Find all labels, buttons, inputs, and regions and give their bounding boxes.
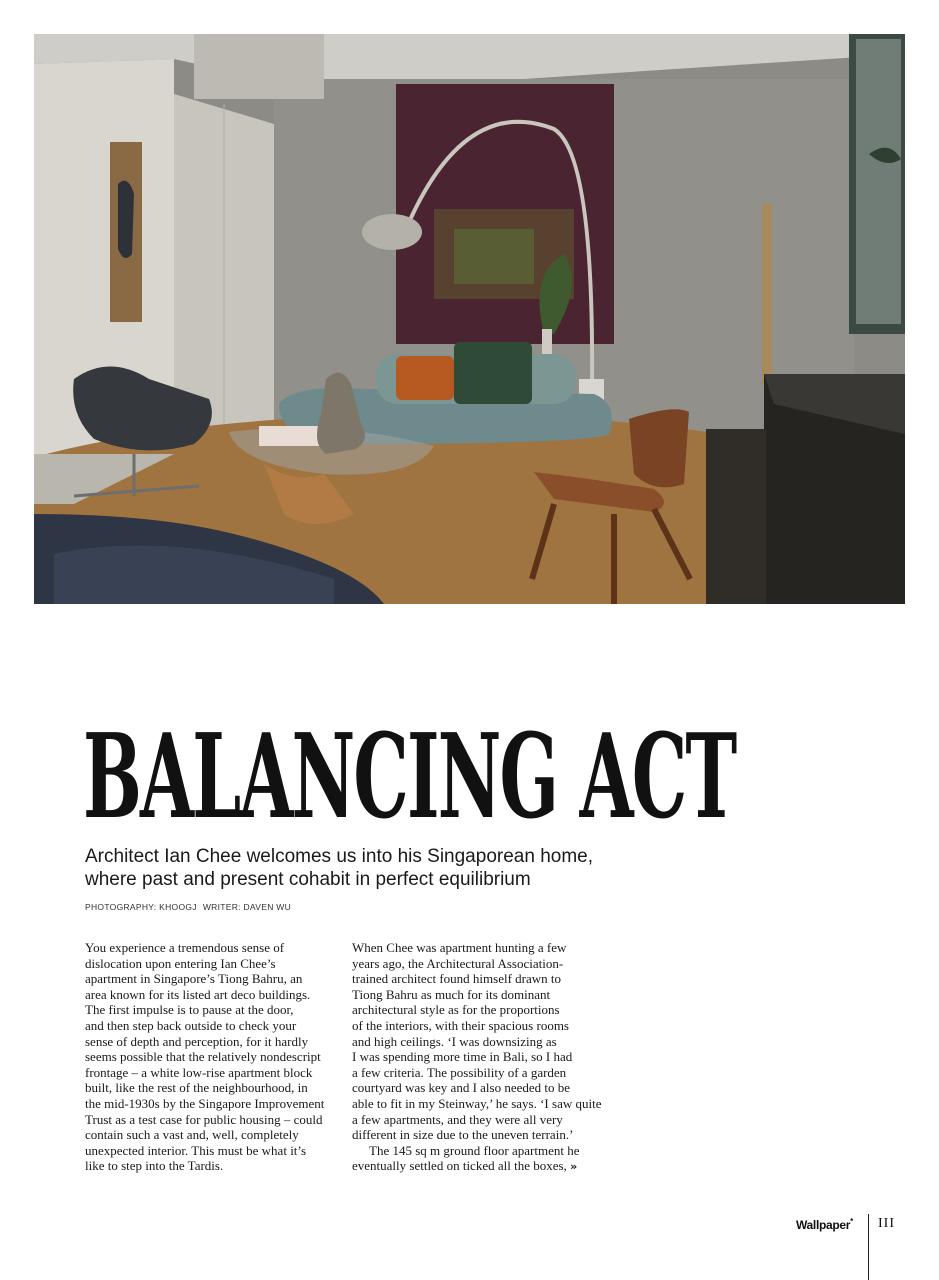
body-column-2 xyxy=(352,940,607,1175)
body-line: Trust as a test case for public housing – could xyxy=(85,1111,323,1127)
magazine-logo xyxy=(796,1217,853,1232)
magazine-logo-text: Wallpaper xyxy=(795,1217,851,1232)
body-line: The first impulse is to pause at the door, xyxy=(85,1002,294,1018)
hero-photo xyxy=(34,34,905,604)
body-line: apartment in Singapore’s Tiong Bahru, an xyxy=(85,971,303,987)
body-line: different in size due to the uneven terrain.’ xyxy=(352,1127,574,1143)
body-line: built, like the rest of the neighbourhood, in xyxy=(85,1080,308,1096)
folio xyxy=(796,1214,895,1234)
body-line: sense of depth and perception, for it hardly xyxy=(85,1033,309,1049)
living-room-illustration xyxy=(34,34,905,604)
body-line: a few criteria. The possibility of a garden xyxy=(352,1064,567,1080)
continue-marker: » xyxy=(570,1160,578,1174)
body-line: contain such a vast and, well, completely xyxy=(85,1127,299,1143)
body-line: of the interiors, with their spacious rooms xyxy=(352,1017,569,1033)
body-line: seems possible that the relatively nondescript xyxy=(85,1049,321,1065)
body-line: a few apartments, and they were all very xyxy=(352,1111,563,1127)
body-line: The 145 sq m ground floor apartment he xyxy=(369,1142,580,1158)
body-line: courtyard was key and I also needed to be xyxy=(352,1080,571,1096)
body-line: I was spending more time in Bali, so I had xyxy=(352,1049,573,1065)
standfirst-line: where past and present cohabit in perfect equilibrium xyxy=(85,869,531,890)
body-line-text: eventually settled on ticked all the boxes, xyxy=(352,1158,567,1174)
body-line: trained architect found himself drawn to xyxy=(352,971,562,987)
body-line: When Chee was apartment hunting a few xyxy=(352,940,567,955)
writer-credit: WRITER: DAVEN WU xyxy=(202,902,292,912)
body-line: and then step back outside to check your xyxy=(85,1017,297,1033)
body-line: dislocation upon entering Ian Chee’s xyxy=(85,955,276,971)
page-number: III xyxy=(878,1216,895,1231)
body-line: years ago, the Architectural Association- xyxy=(352,955,564,971)
body-line: Tiong Bahru as much for its dominant xyxy=(352,986,551,1002)
byline-credits xyxy=(85,902,291,912)
body-column-1 xyxy=(85,940,340,1174)
standfirst-line: Architect Ian Chee welcomes us into his Singaporean home, xyxy=(85,846,593,867)
body-line: and high ceilings. ‘I was downsizing as xyxy=(352,1033,557,1049)
body-line: architectural style as for the proportions xyxy=(352,1002,560,1018)
body-line-last xyxy=(352,1158,607,1175)
body-line: unexpected interior. This must be what it’s xyxy=(85,1142,307,1158)
body-line: area known for its listed art deco buildings. xyxy=(85,986,311,1002)
body-line: the mid-1930s by the Singapore Improvement xyxy=(85,1095,325,1111)
body-line: like to step into the Tardis. xyxy=(85,1158,224,1174)
body-line: frontage – a white low-rise apartment block xyxy=(85,1064,313,1080)
magazine-logo-mark: * xyxy=(850,1216,853,1226)
photography-credit: PHOTOGRAPHY: KHOOGJ xyxy=(85,902,197,912)
body-line: You experience a tremendous sense of xyxy=(85,940,285,955)
body-line: able to fit in my Steinway,’ he says. ‘I saw quite xyxy=(352,1095,602,1111)
standfirst xyxy=(85,845,645,891)
headline: BALANCING ACT xyxy=(83,709,736,845)
